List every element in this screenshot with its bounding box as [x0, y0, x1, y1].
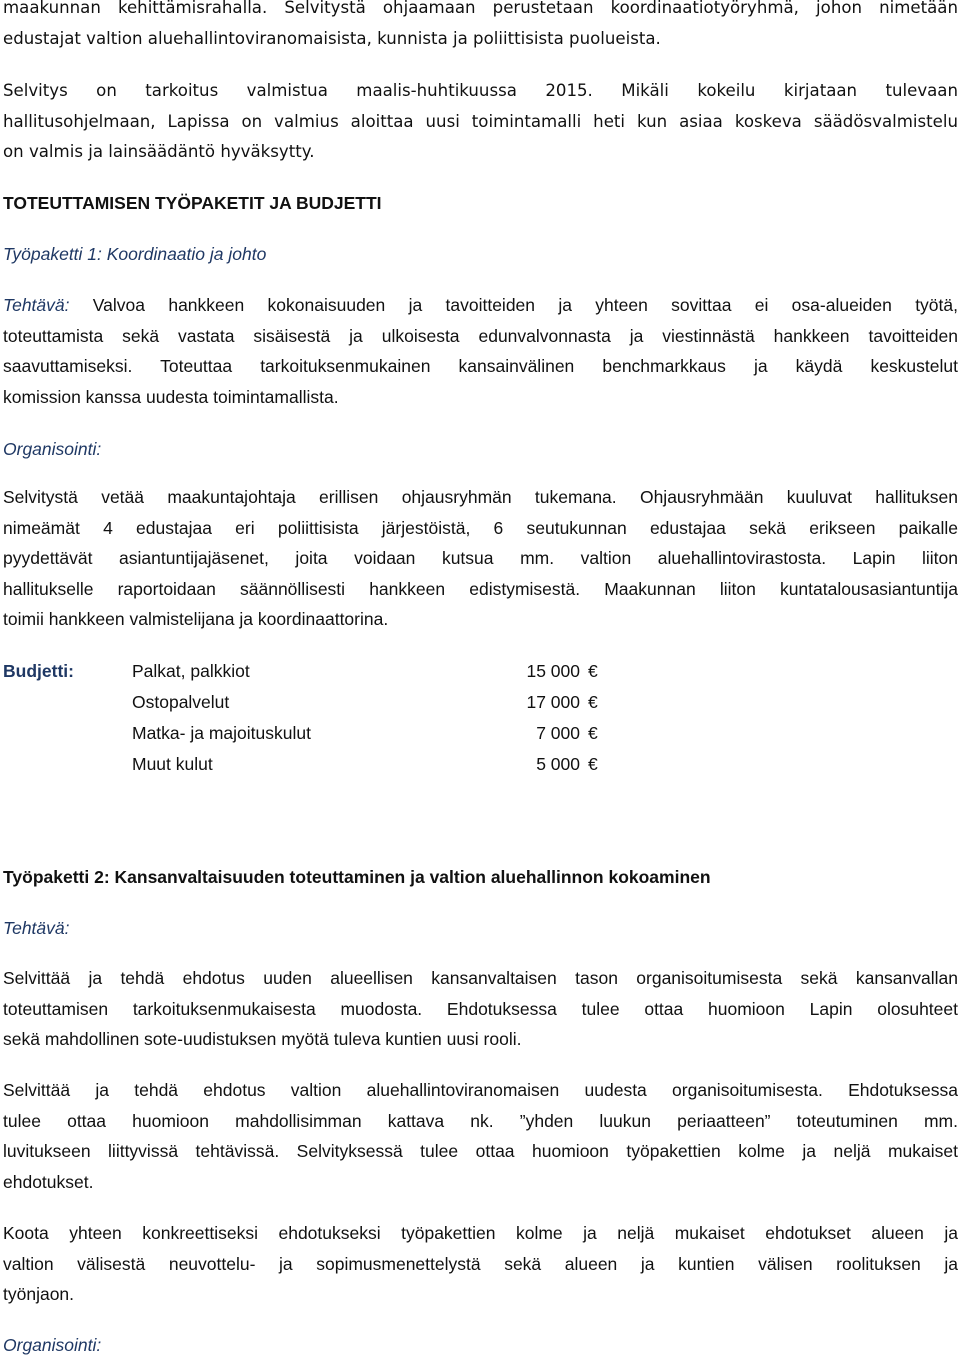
wp1-org-paragraph — [3, 482, 958, 635]
wp2-task-label — [3, 913, 958, 944]
budget-item: Palkat, palkkiot — [132, 661, 250, 681]
euro-icon: € — [588, 692, 598, 712]
task-text: Valvoa hankkeen kokonaisuuden ja tavoitteiden ja yhteen sovittaa ei osa-alueiden työtä, — [69, 295, 958, 315]
budget-amount: 7 000 — [536, 723, 580, 743]
wp1-org-label — [3, 434, 958, 465]
section-heading-text: TOTEUTTAMISEN TYÖPAKETIT JA BUDJETTI — [3, 193, 382, 213]
text-line: Koota yhteen konkreettiseksi ehdotukseksi työpakettien kolme ja neljä mukaiset ehdotukset alueen ja — [3, 1223, 958, 1243]
budget-amount: 17 000 — [526, 692, 580, 712]
budget-amount: 15 000 — [526, 661, 580, 681]
intro-paragraph — [3, 0, 958, 54]
text-line: edustajat valtion aluehallintoviranomaisista, kunnista ja poliittisista puolueista. — [3, 28, 661, 48]
euro-icon: € — [588, 723, 598, 743]
text-line: ehdotukset. — [3, 1171, 94, 1192]
budget-item: Ostopalvelut — [132, 692, 230, 712]
text-line: valtion välisestä neuvottelu- ja sopimusmenettelystä sekä alueen ja kuntien välisen roolituksen ja — [3, 1253, 958, 1274]
budget-item: Muut kulut — [132, 754, 213, 774]
wp1-task-paragraph — [3, 290, 958, 412]
text-line: pyydettävät asiantuntijajäsenet, joita voidaan kutsua mm. valtion aluehallintovirastosta. Lapin liiton — [3, 548, 958, 569]
budget-label: Budjetti: — [3, 661, 74, 681]
text-line: Selvitys on tarkoitus valmistua maalis-huhtikuussa 2015. Mikäli kokeilu kirjataan tulevaan — [3, 81, 958, 100]
section-heading — [3, 188, 958, 219]
text-line: nimeämät 4 edustajaa eri poliittisista järjestöistä, 6 seutukunnan edustajaa sekä erikseen paikalle — [3, 517, 958, 538]
budget-amount: 5 000 — [536, 754, 580, 774]
text-line: hallitusohjelmaan, Lapissa on valmius aloittaa uusi toimintamalli heti kun asiaa koskeva säädösvalmistelu — [3, 111, 958, 131]
text-line: toimii hankkeen valmistelijana ja koordinaattorina. — [3, 609, 389, 630]
wp2-org-label — [3, 1330, 958, 1361]
task-label: Tehtävä: — [3, 295, 70, 315]
text-line: sekä mahdollinen sote-uudistuksen myötä tuleva kuntien uusi rooli. — [3, 1029, 522, 1050]
text-line: maakunnan kehittämisrahalla. Selvitystä ohjaamaan perustetaan koordinaatiotyöryhmä, johon nimetään — [3, 0, 958, 17]
text-line: saavuttamiseksi. Toteuttaa tarkoituksenmukainen kansainvälinen benchmarkkaus ja käydä keskustelut — [3, 356, 958, 377]
wp2-paragraph-1 — [3, 963, 958, 1055]
wp2-paragraph-3 — [3, 1218, 958, 1310]
schedule-paragraph — [3, 76, 958, 168]
wp2-title — [3, 862, 958, 893]
budget-row — [3, 718, 703, 748]
text-line: tulee ottaa huomioon mahdollisimman kattava nk. ”yhden luukun periaatteen” toteutuminen mm. — [3, 1110, 958, 1131]
euro-icon: € — [588, 661, 598, 681]
text-line: Selvittää ja tehdä ehdotus valtion aluehallintoviranomaisen uudesta organisoitumisesta. Ehdotuksessa — [3, 1080, 958, 1100]
text-line: työnjaon. — [3, 1284, 75, 1305]
budget-row — [3, 749, 703, 779]
text-line: on valmis ja lainsäädäntö hyväksytty. — [3, 142, 315, 162]
text-line — [3, 290, 958, 321]
budget-item: Matka- ja majoituskulut — [132, 723, 311, 743]
euro-icon: € — [588, 754, 598, 774]
text-line: luvitukseen liittyvissä tehtävissä. Selvityksessä tulee ottaa huomioon työpakettien kolme ja neljä mukaiset — [3, 1141, 958, 1162]
wp2-title-text: Työpaketti 2: Kansanvaltaisuuden toteuttaminen ja valtion aluehallinnon kokoaminen — [3, 867, 711, 887]
org-label-text: Organisointi: — [3, 439, 102, 459]
wp1-title — [3, 239, 958, 270]
org-label-text: Organisointi: — [3, 1335, 102, 1355]
text-line: Selvittää ja tehdä ehdotus uuden alueellisen kansanvaltaisen tason organisoitumisesta sekä kansanvallan — [3, 968, 958, 988]
task-label-text: Tehtävä: — [3, 918, 70, 938]
budget-row — [3, 656, 703, 686]
text-line: hallitukselle raportoidaan säännöllisesti hankkeen edistymisestä. Maakunnan liiton kuntatalousasiantuntija — [3, 578, 958, 599]
wp2-paragraph-2 — [3, 1075, 958, 1197]
budget-row — [3, 687, 703, 717]
text-line: komission kanssa uudesta toimintamallista. — [3, 386, 339, 407]
text-line: toteuttamisen tarkoituksenmukaisesta muodosta. Ehdotuksessa tulee ottaa huomioon Lapin olosuhteet — [3, 998, 958, 1019]
text-line: Selvitystä vetää maakuntajohtaja erillisen ohjausryhmän tukemana. Ohjausryhmään kuuluvat hallituksen — [3, 487, 958, 507]
wp1-title-text: Työpaketti 1: Koordinaatio ja johto — [3, 244, 267, 264]
text-line: toteuttamista sekä vastata sisäisestä ja ulkoisesta edunvalvonnasta ja viestinnästä hankkeen tavoitteiden — [3, 325, 958, 346]
